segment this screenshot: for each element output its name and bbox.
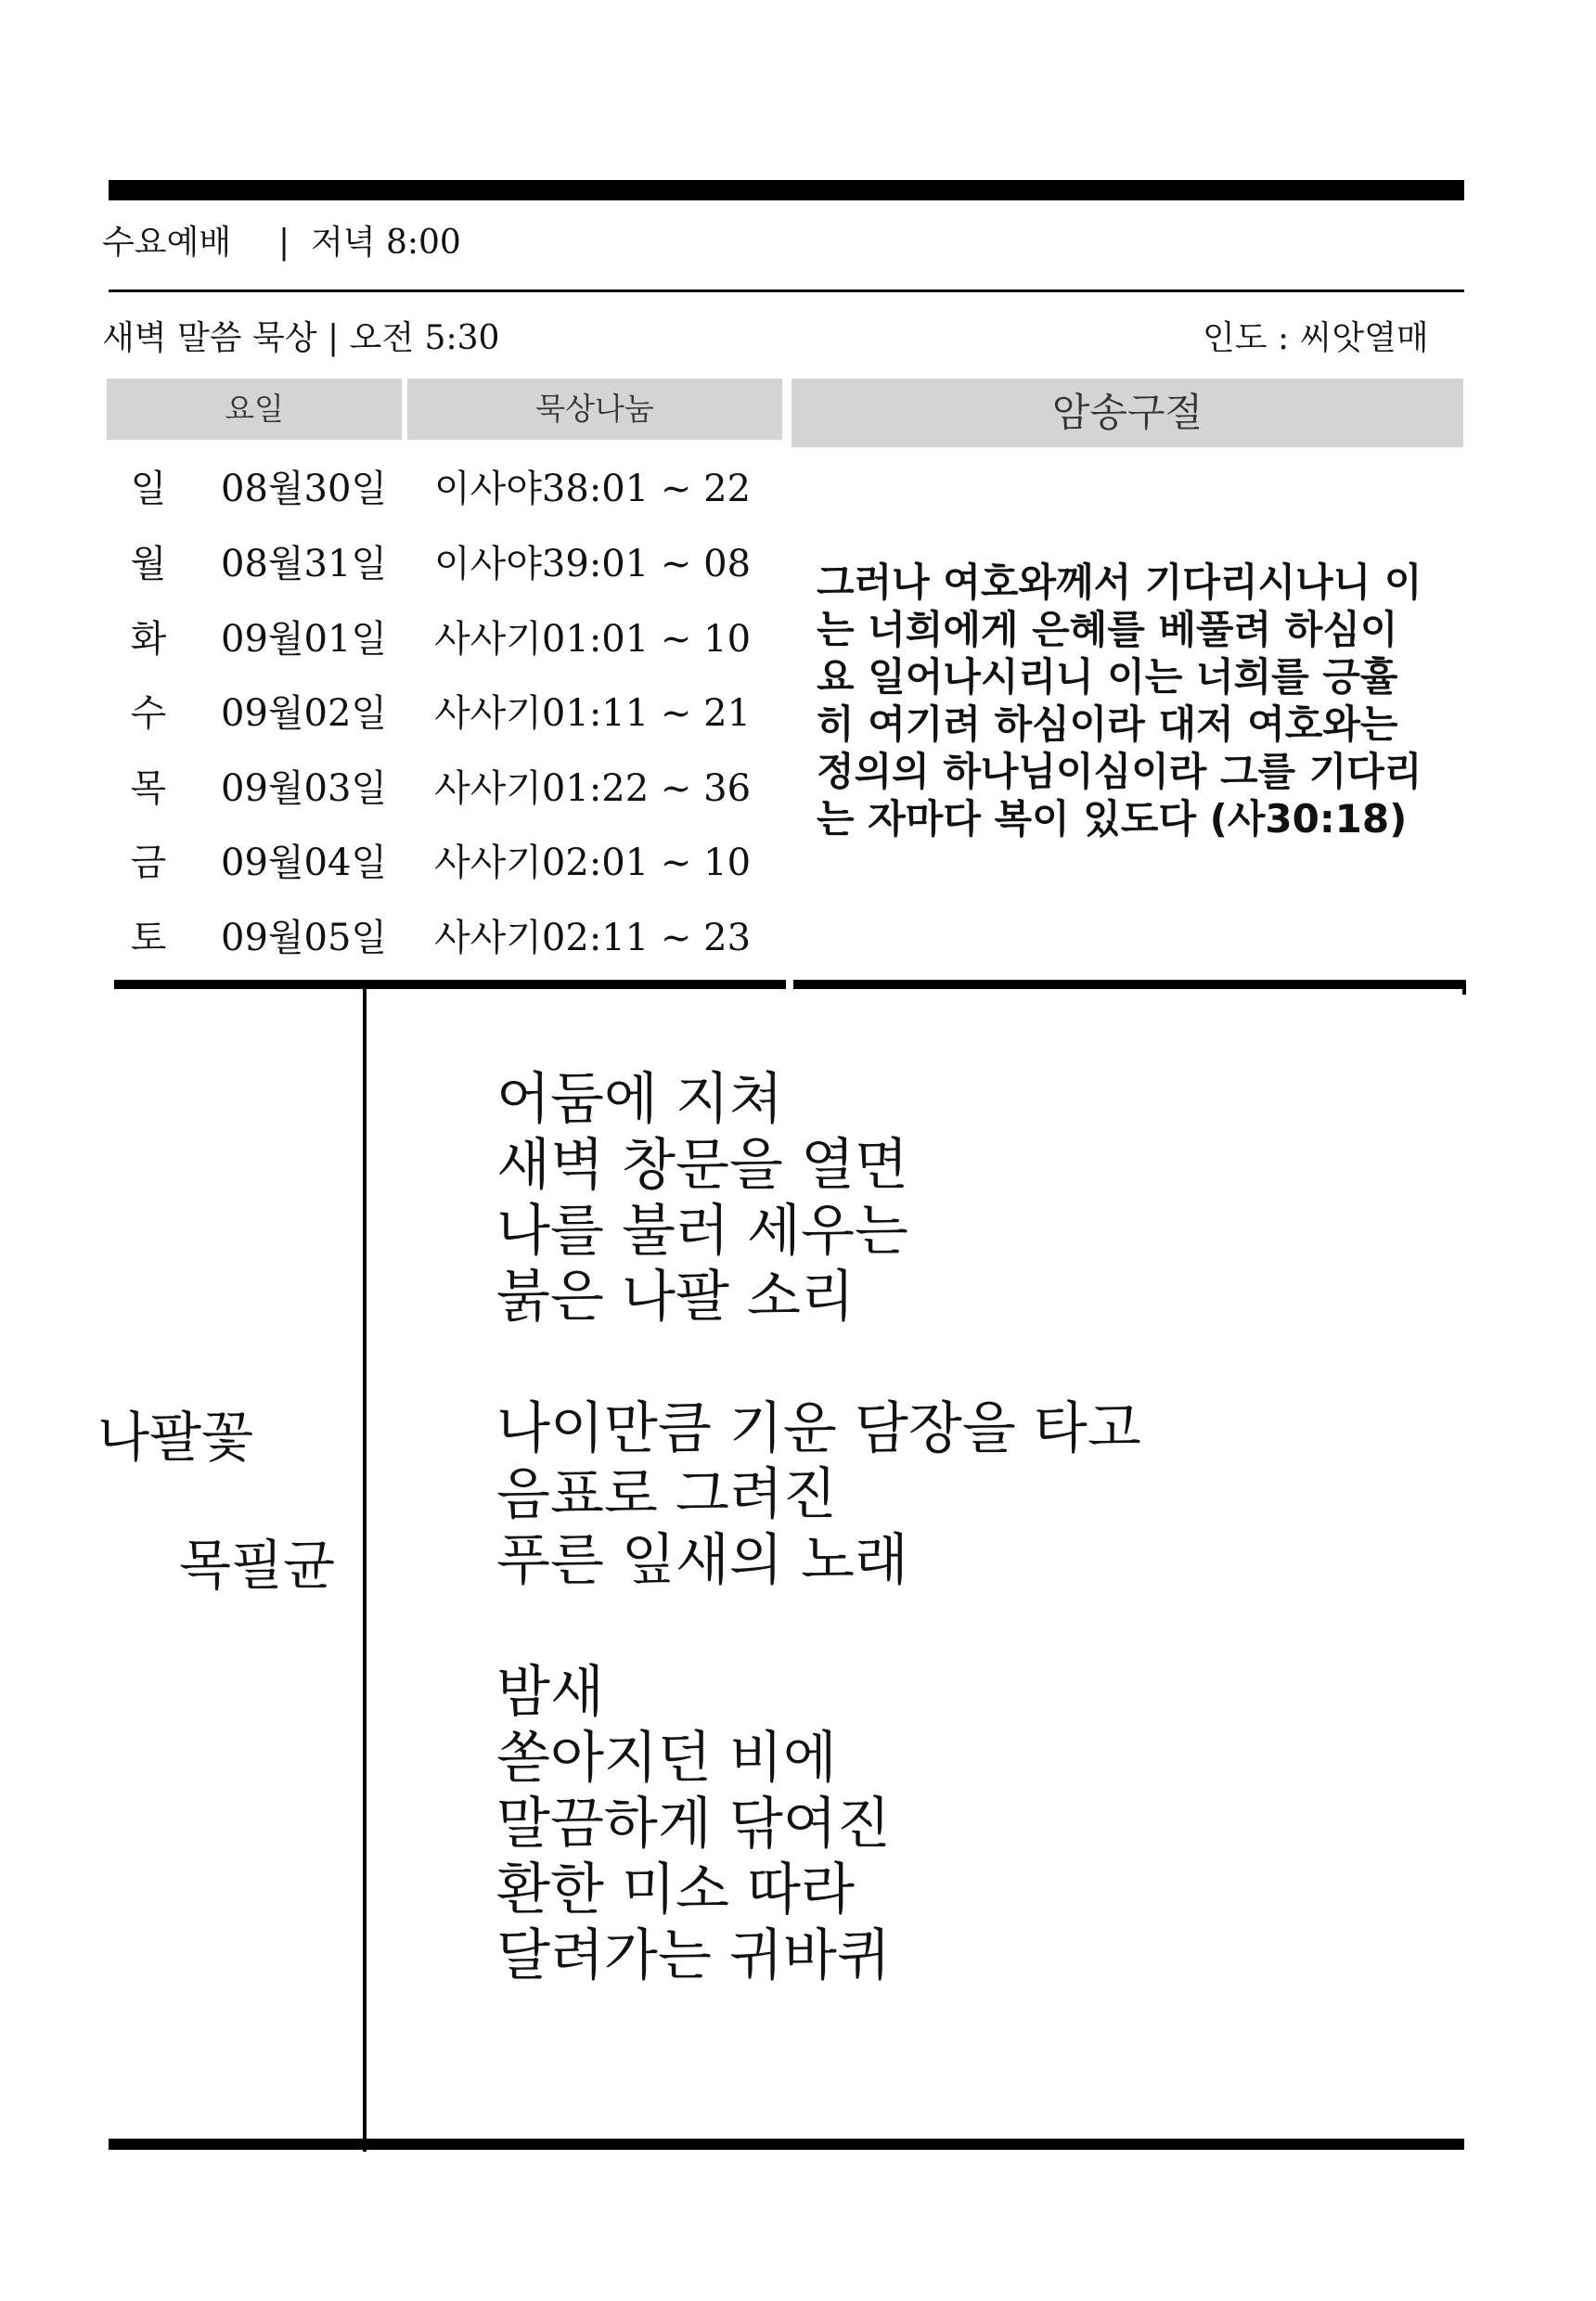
verse-line: 히 여기려 하심이라 대저 여호와는 (817, 701, 1398, 747)
wednesday-service-separator: | (278, 224, 290, 262)
poem-author: 목필균 (179, 1534, 336, 1597)
poem-stanza-break (496, 1594, 1141, 1660)
row-day: 목 (130, 767, 167, 810)
dawn-meditation-leader: 인도 : 씨앗열매 (1203, 319, 1429, 357)
bottom-rule (109, 2139, 1464, 2150)
poem-line: 음표로 그려진 (496, 1462, 837, 1527)
verse-line: 그러나 여호와께서 기다리시나니 이 (817, 559, 1422, 605)
poem-line: 환한 미소 따라 (496, 1858, 855, 1922)
poem-line: 푸른 잎새의 노래 (496, 1528, 908, 1593)
verse-line: 요 일어나시리니 이는 너희를 긍휼 (817, 654, 1398, 700)
poem-line: 붉은 나팔 소리 (496, 1265, 855, 1330)
row-day: 금 (130, 842, 167, 884)
poem-line: 나를 불러 세우는 (496, 1199, 908, 1264)
verse-line: 는 너희에게 은혜를 베풀려 하심이 (817, 607, 1398, 652)
header-memory-verse: 암송구절 (792, 379, 1463, 447)
row-date: 09월04일 (221, 842, 388, 884)
table-bottom-rule-right (793, 980, 1463, 989)
row-range: 사사기01:01 ~ 10 (434, 618, 752, 661)
poem-line: 밤새 (496, 1660, 604, 1725)
header-reading: 묵상나눔 (407, 379, 782, 440)
row-day: 월 (130, 543, 167, 585)
row-range: 사사기02:01 ~ 10 (434, 842, 752, 884)
row-day: 수 (130, 692, 167, 735)
poem-line: 말끔하게 닦여진 (496, 1792, 891, 1857)
poem-body (496, 1067, 1141, 1989)
row-day: 일 (130, 468, 167, 510)
wednesday-service-name: 수요예배 (102, 224, 232, 262)
row-day: 토 (130, 917, 167, 959)
poem-line: 어둠에 지쳐 (496, 1067, 783, 1132)
row-date: 08월31일 (221, 543, 388, 585)
row-range: 사사기02:11 ~ 23 (434, 917, 752, 959)
row-date: 09월01일 (221, 618, 388, 661)
table-bottom-rule-tick (1462, 980, 1466, 995)
verse-line: 는 자마다 복이 있도다 (사30:18) (817, 796, 1408, 842)
header-day: 요일 (107, 379, 402, 440)
row-date: 08월30일 (221, 468, 388, 510)
top-rule (109, 180, 1464, 200)
poem-title: 나팔꽃 (97, 1406, 254, 1469)
section-divider (109, 289, 1464, 292)
row-range: 이사야39:01 ~ 08 (434, 543, 752, 585)
row-date: 09월05일 (221, 917, 388, 959)
row-range: 사사기01:22 ~ 36 (434, 767, 752, 810)
row-date: 09월02일 (221, 692, 388, 735)
poem-line: 쏟아지던 비에 (496, 1726, 837, 1791)
row-day: 화 (130, 618, 167, 661)
row-date: 09월03일 (221, 767, 388, 810)
poem-line: 나이만큼 기운 담장을 타고 (496, 1396, 1141, 1461)
row-range: 사사기01:11 ~ 21 (434, 692, 752, 735)
table-bottom-rule-left (114, 980, 786, 989)
poem-line: 달려가는 귀바퀴 (496, 1923, 891, 1988)
poem-column-divider (363, 989, 367, 2152)
dawn-meditation-title: 새벽 말씀 묵상 | 오전 5:30 (102, 319, 500, 357)
wednesday-service-time: 저녁 8:00 (311, 224, 461, 262)
verse-line: 정의의 하나님이심이라 그를 기다리 (817, 749, 1422, 794)
poem-line: 새벽 창문을 열면 (496, 1133, 908, 1198)
memory-verse (817, 559, 1422, 842)
poem-stanza-break (496, 1330, 1141, 1396)
row-range: 이사야38:01 ~ 22 (434, 468, 752, 510)
